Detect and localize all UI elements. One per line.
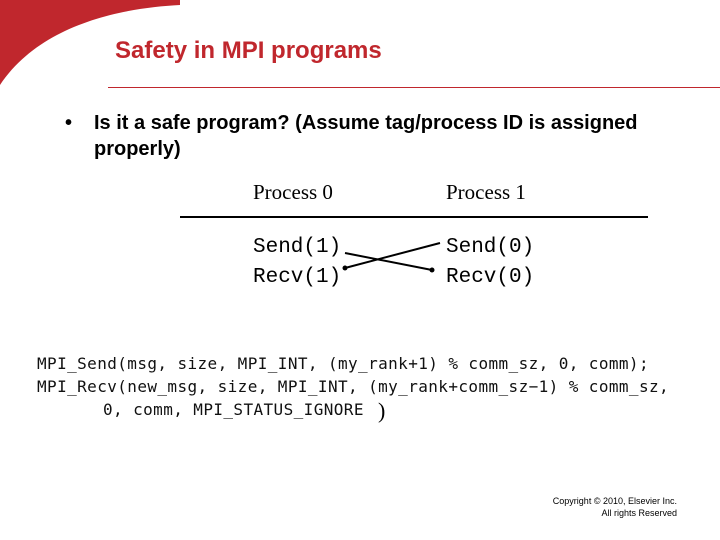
copyright-line-1: Copyright © 2010, Elsevier Inc. bbox=[552, 496, 677, 506]
mpi-recv-line: MPI_Recv(new_msg, size, MPI_INT, (my_rank+comm_sz−1) % comm_sz, bbox=[37, 377, 670, 396]
copyright-notice bbox=[553, 495, 677, 519]
bullet-text: Is it a safe program? (Assume tag/process ID is assigned properly) bbox=[94, 112, 638, 160]
process-1-send: Send(0) bbox=[446, 236, 535, 259]
process-0-header: Process 0 bbox=[253, 180, 333, 204]
copyright-line-2: All rights Reserved bbox=[601, 508, 677, 518]
mpi-send-line: MPI_Send(msg, size, MPI_INT, (my_rank+1) % comm_sz, 0, comm); bbox=[37, 354, 650, 373]
process-1-recv: Recv(0) bbox=[446, 266, 535, 289]
closing-paren: ) bbox=[378, 398, 386, 423]
process-0-send: Send(1) bbox=[253, 236, 342, 259]
slide-title: Safety in MPI programs bbox=[115, 37, 382, 64]
process-1-header: Process 1 bbox=[446, 180, 526, 204]
mpi-recv-continuation: 0, comm, MPI_STATUS_IGNORE bbox=[103, 400, 364, 419]
bullet-dot: • bbox=[65, 112, 73, 134]
process-0-recv: Recv(1) bbox=[253, 266, 342, 289]
